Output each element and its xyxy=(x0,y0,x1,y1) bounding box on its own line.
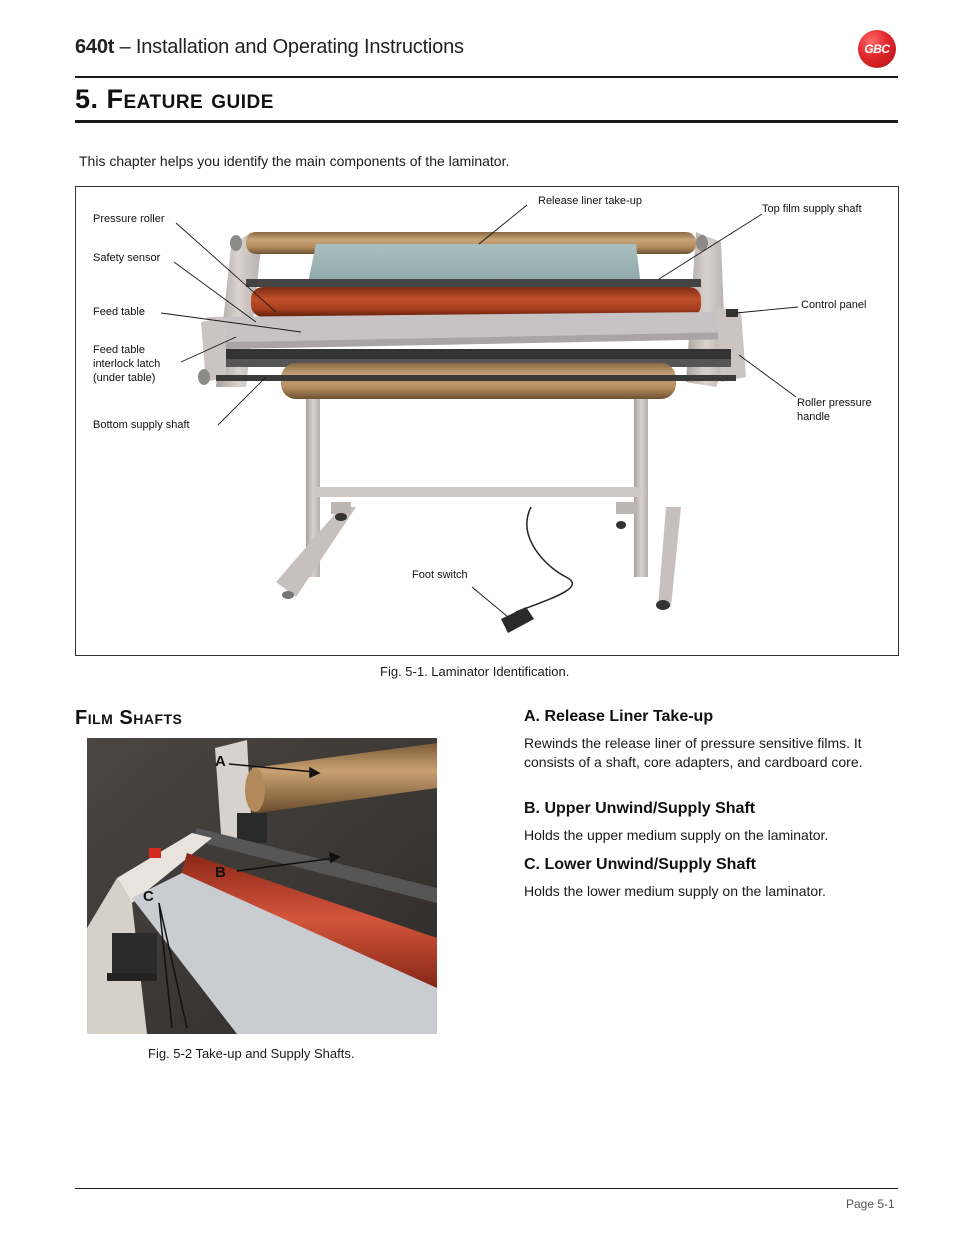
chapter-heading xyxy=(75,82,898,123)
section-b-heading: B. Upper Unwind/Supply Shaft xyxy=(524,800,756,817)
callout-foot-switch: Foot switch xyxy=(412,569,468,581)
photo-label-a: A xyxy=(215,753,226,770)
callout-roller-pressure xyxy=(797,396,872,424)
figure2-caption: Fig. 5-2 Take-up and Supply Shafts. xyxy=(148,1046,355,1061)
shafts-photo-illustration xyxy=(87,738,437,1034)
section-c-heading: C. Lower Unwind/Supply Shaft xyxy=(524,856,756,873)
callout-feed-table-latch-line2: interlock latch xyxy=(93,358,161,370)
document-title xyxy=(75,36,464,59)
document-title-rest: – Installation and Operating Instructions xyxy=(114,36,464,58)
callout-safety-sensor: Safety sensor xyxy=(93,252,161,264)
section-c-body: Holds the lower medium supply on the laminator. xyxy=(524,883,826,899)
callout-roller-pressure-line2: handle xyxy=(797,411,831,423)
section-a-heading: A. Release Liner Take-up xyxy=(524,708,714,725)
figure1-caption: Fig. 5-1. Laminator Identification. xyxy=(380,664,570,679)
page-number: Page 5-1 xyxy=(846,1197,895,1211)
callout-feed-table-latch-line3: (under table) xyxy=(93,372,156,384)
callout-feed-table-latch xyxy=(93,343,160,385)
callout-leader-lines xyxy=(76,187,898,655)
intro-paragraph: This chapter helps you identify the main components of the laminator. xyxy=(79,153,510,169)
gbc-logo: GBC xyxy=(858,30,896,68)
callout-pressure-roller: Pressure roller xyxy=(93,213,165,225)
photo-label-b: B xyxy=(215,864,226,881)
model-name: 640t xyxy=(75,36,115,58)
chapter-title: 5. Feature guide xyxy=(75,84,274,114)
callout-release-liner: Release liner take-up xyxy=(538,195,642,207)
callout-bottom-supply-shaft: Bottom supply shaft xyxy=(93,419,190,431)
document-header xyxy=(75,30,898,78)
callout-control-panel: Control panel xyxy=(801,299,867,311)
footer-divider xyxy=(75,1188,898,1189)
callout-top-film-supply: Top film supply shaft xyxy=(762,203,862,215)
photo-label-c: C xyxy=(143,888,154,905)
shafts-photo xyxy=(87,738,437,1034)
callout-feed-table: Feed table xyxy=(93,306,145,318)
section-b-body: Holds the upper medium supply on the laminator. xyxy=(524,827,829,843)
section-a-body: Rewinds the release liner of pressure sensitive films. It consists of a shaft, core adapters, and cardboard core. xyxy=(524,735,863,770)
callout-roller-pressure-line1: Roller pressure xyxy=(797,397,872,409)
film-shafts-title: Film Shafts xyxy=(75,707,183,729)
callout-feed-table-latch-line1: Feed table xyxy=(93,344,145,356)
laminator-figure xyxy=(75,186,899,656)
